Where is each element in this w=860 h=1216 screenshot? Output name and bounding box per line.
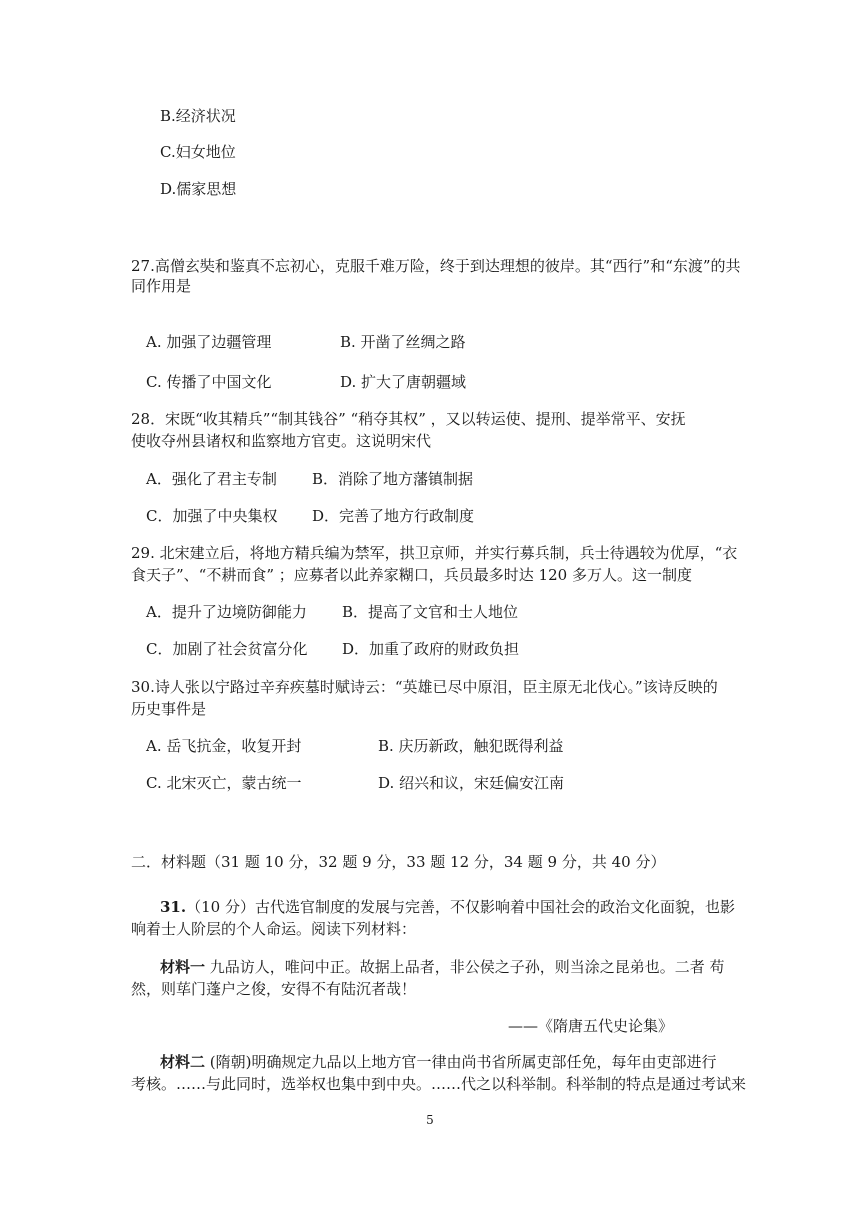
q31-intro-line2: 响着士人阶层的个人命运。阅读下列材料： (131, 920, 417, 938)
material-2-label: 材料二 (160, 1053, 206, 1071)
q28-option-b: B．消除了地方藩镇制据 (312, 470, 474, 488)
q29-stem-line1: 29. 北宋建立后，将地方精兵编为禁军，拱卫京师，并实行募兵制，兵士待遇较为优厚，“衣 (131, 544, 738, 562)
q30-option-a: A. 岳飞抗金，收复开封 (146, 737, 302, 755)
q30-option-d: D. 绍兴和议，宋廷偏安江南 (378, 774, 565, 792)
material-2-line1 (160, 1052, 717, 1072)
page-number: 5 (426, 1113, 434, 1127)
q27-option-d: D. 扩大了唐朝疆域 (340, 373, 467, 391)
q27-stem-line1: 27.高僧玄奘和鉴真不忘初心，克服千难万险，终于到达理想的彼岸。其“西行”和“东渡”的共 (131, 257, 741, 275)
q30-option-c: C. 北宋灭亡，蒙古统一 (146, 774, 302, 792)
q27-option-c: C. 传播了中国文化 (146, 373, 272, 391)
q29-option-b: B．提高了文官和士人地位 (342, 603, 519, 621)
q30-option-b: B. 庆历新政，触犯既得利益 (378, 737, 564, 755)
q28-option-c: C．加强了中央集权 (146, 507, 278, 525)
material-1-text: 九品访人，唯问中正。故据上品者，非公侯之子孙，则当涂之昆弟也。二者 苟 (205, 958, 725, 976)
q31-number: 31. (160, 898, 187, 916)
material-1-label: 材料一 (160, 958, 206, 976)
material-2-text: (隋朝)明确规定九品以上地方官一律由尚书省所属吏部任免，每年由吏部进行 (205, 1053, 717, 1071)
material-2-line2: 考核。……与此同时，选举权也集中到中央。……代之以科举制。科举制的特点是通过考试来 (131, 1075, 747, 1093)
q30-stem-line1: 30.诗人张以宁路过辛弃疾墓时赋诗云：“英雄已尽中原泪，臣主原无北伐心。”该诗反映的 (131, 678, 718, 696)
q27-option-a: A. 加强了边疆管理 (146, 333, 272, 351)
q28-option-a: A．强化了君主专制 (146, 470, 277, 488)
material-1-source: ——《隋唐五代史论集》 (508, 1017, 674, 1035)
material-1-line2: 然，则荜门蓬户之俊，安得不有陆沉者哉！ (131, 980, 417, 998)
q31-intro-text: （10 分）古代选官制度的发展与完善，不仅影响着中国社会的政治文化面貌，也影 (186, 898, 735, 916)
q30-stem-line2: 历史事件是 (131, 700, 207, 718)
q26-option-c: C.妇女地位 (160, 143, 236, 161)
q29-stem-line2: 食天子”、“不耕而食” ；应募者以此养家糊口，兵员最多时达 120 多万人。这一制度 (131, 566, 692, 584)
section-2-heading: 二．材料题（31 题 10 分，32 题 9 分，33 题 12 分，34 题 9 分，共 40 分） (131, 853, 666, 871)
q27-option-b: B. 开凿了丝绸之路 (340, 333, 466, 351)
q28-stem-line1: 28．宋既“收其精兵”“制其钱谷” “稍夺其权” ，又以转运使、提刑、提举常平、安抚 (131, 410, 686, 428)
q27-stem-line2: 同作用是 (131, 277, 192, 295)
q26-option-b: B.经济状况 (160, 107, 236, 125)
q26-option-d: D.儒家思想 (160, 180, 237, 198)
q28-option-d: D．完善了地方行政制度 (312, 507, 475, 525)
q29-option-c: C．加剧了社会贫富分化 (146, 640, 308, 658)
q28-stem-line2: 使收夺州县诸权和监察地方官吏。这说明宋代 (131, 432, 432, 450)
material-1-line1 (160, 957, 725, 977)
q31-intro-line1 (160, 897, 735, 917)
q29-option-a: A．提升了边境防御能力 (146, 603, 307, 621)
q29-option-d: D．加重了政府的财政负担 (342, 640, 520, 658)
